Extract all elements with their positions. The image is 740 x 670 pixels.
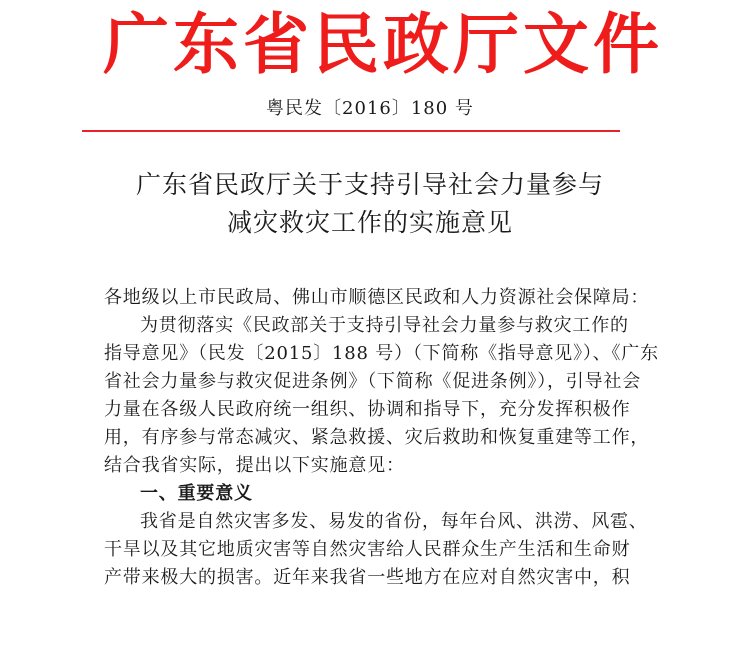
red-divider-line xyxy=(82,130,620,132)
intro-paragraph-line: 用，有序参与常态减灾、紧急救援、灾后救助和恢复重建等工作， xyxy=(104,427,650,448)
document-title xyxy=(0,166,740,242)
intro-paragraph-line: 指导意见》（民发〔2015〕188 号）（下简称《指导意见》）、《广东 xyxy=(104,343,659,364)
intro-paragraph-line: 省社会力量参与救灾促进条例》（下简称《促进条例》），引导社会 xyxy=(104,371,641,392)
section-heading: 一、重要意义 xyxy=(140,483,253,504)
intro-paragraph-line: 为贯彻落实《民政部关于支持引导社会力量参与救灾工作的 xyxy=(140,315,629,336)
section-paragraph-line: 干旱以及其它地质灾害等自然灾害给人民群众生产生活和生命财 xyxy=(104,539,631,560)
intro-paragraph-line: 结合我省实际，提出以下实施意见： xyxy=(104,455,405,476)
intro-paragraph-line: 力量在各级人民政府统一组织、协调和指导下，充分发挥积极作 xyxy=(104,399,631,420)
document-number: 粤民发〔2016〕180 号 xyxy=(266,98,474,119)
document-body xyxy=(104,284,660,592)
addressee-line: 各地级以上市民政局、佛山市顺德区民政和人力资源社会保障局： xyxy=(104,287,650,308)
title-line-2: 减灾救灾工作的实施意见 xyxy=(226,208,513,237)
title-line-1: 广东省民政厅关于支持引导社会力量参与 xyxy=(135,170,604,199)
section-paragraph-line: 我省是自然灾害多发、易发的省份，每年台风、洪涝、风雹、 xyxy=(140,511,648,532)
masthead-title: 广东省民政厅文件 xyxy=(103,5,663,83)
section-paragraph-line: 产带来极大的损害。近年来我省一些地方在应对自然灾害中，积 xyxy=(104,567,631,588)
